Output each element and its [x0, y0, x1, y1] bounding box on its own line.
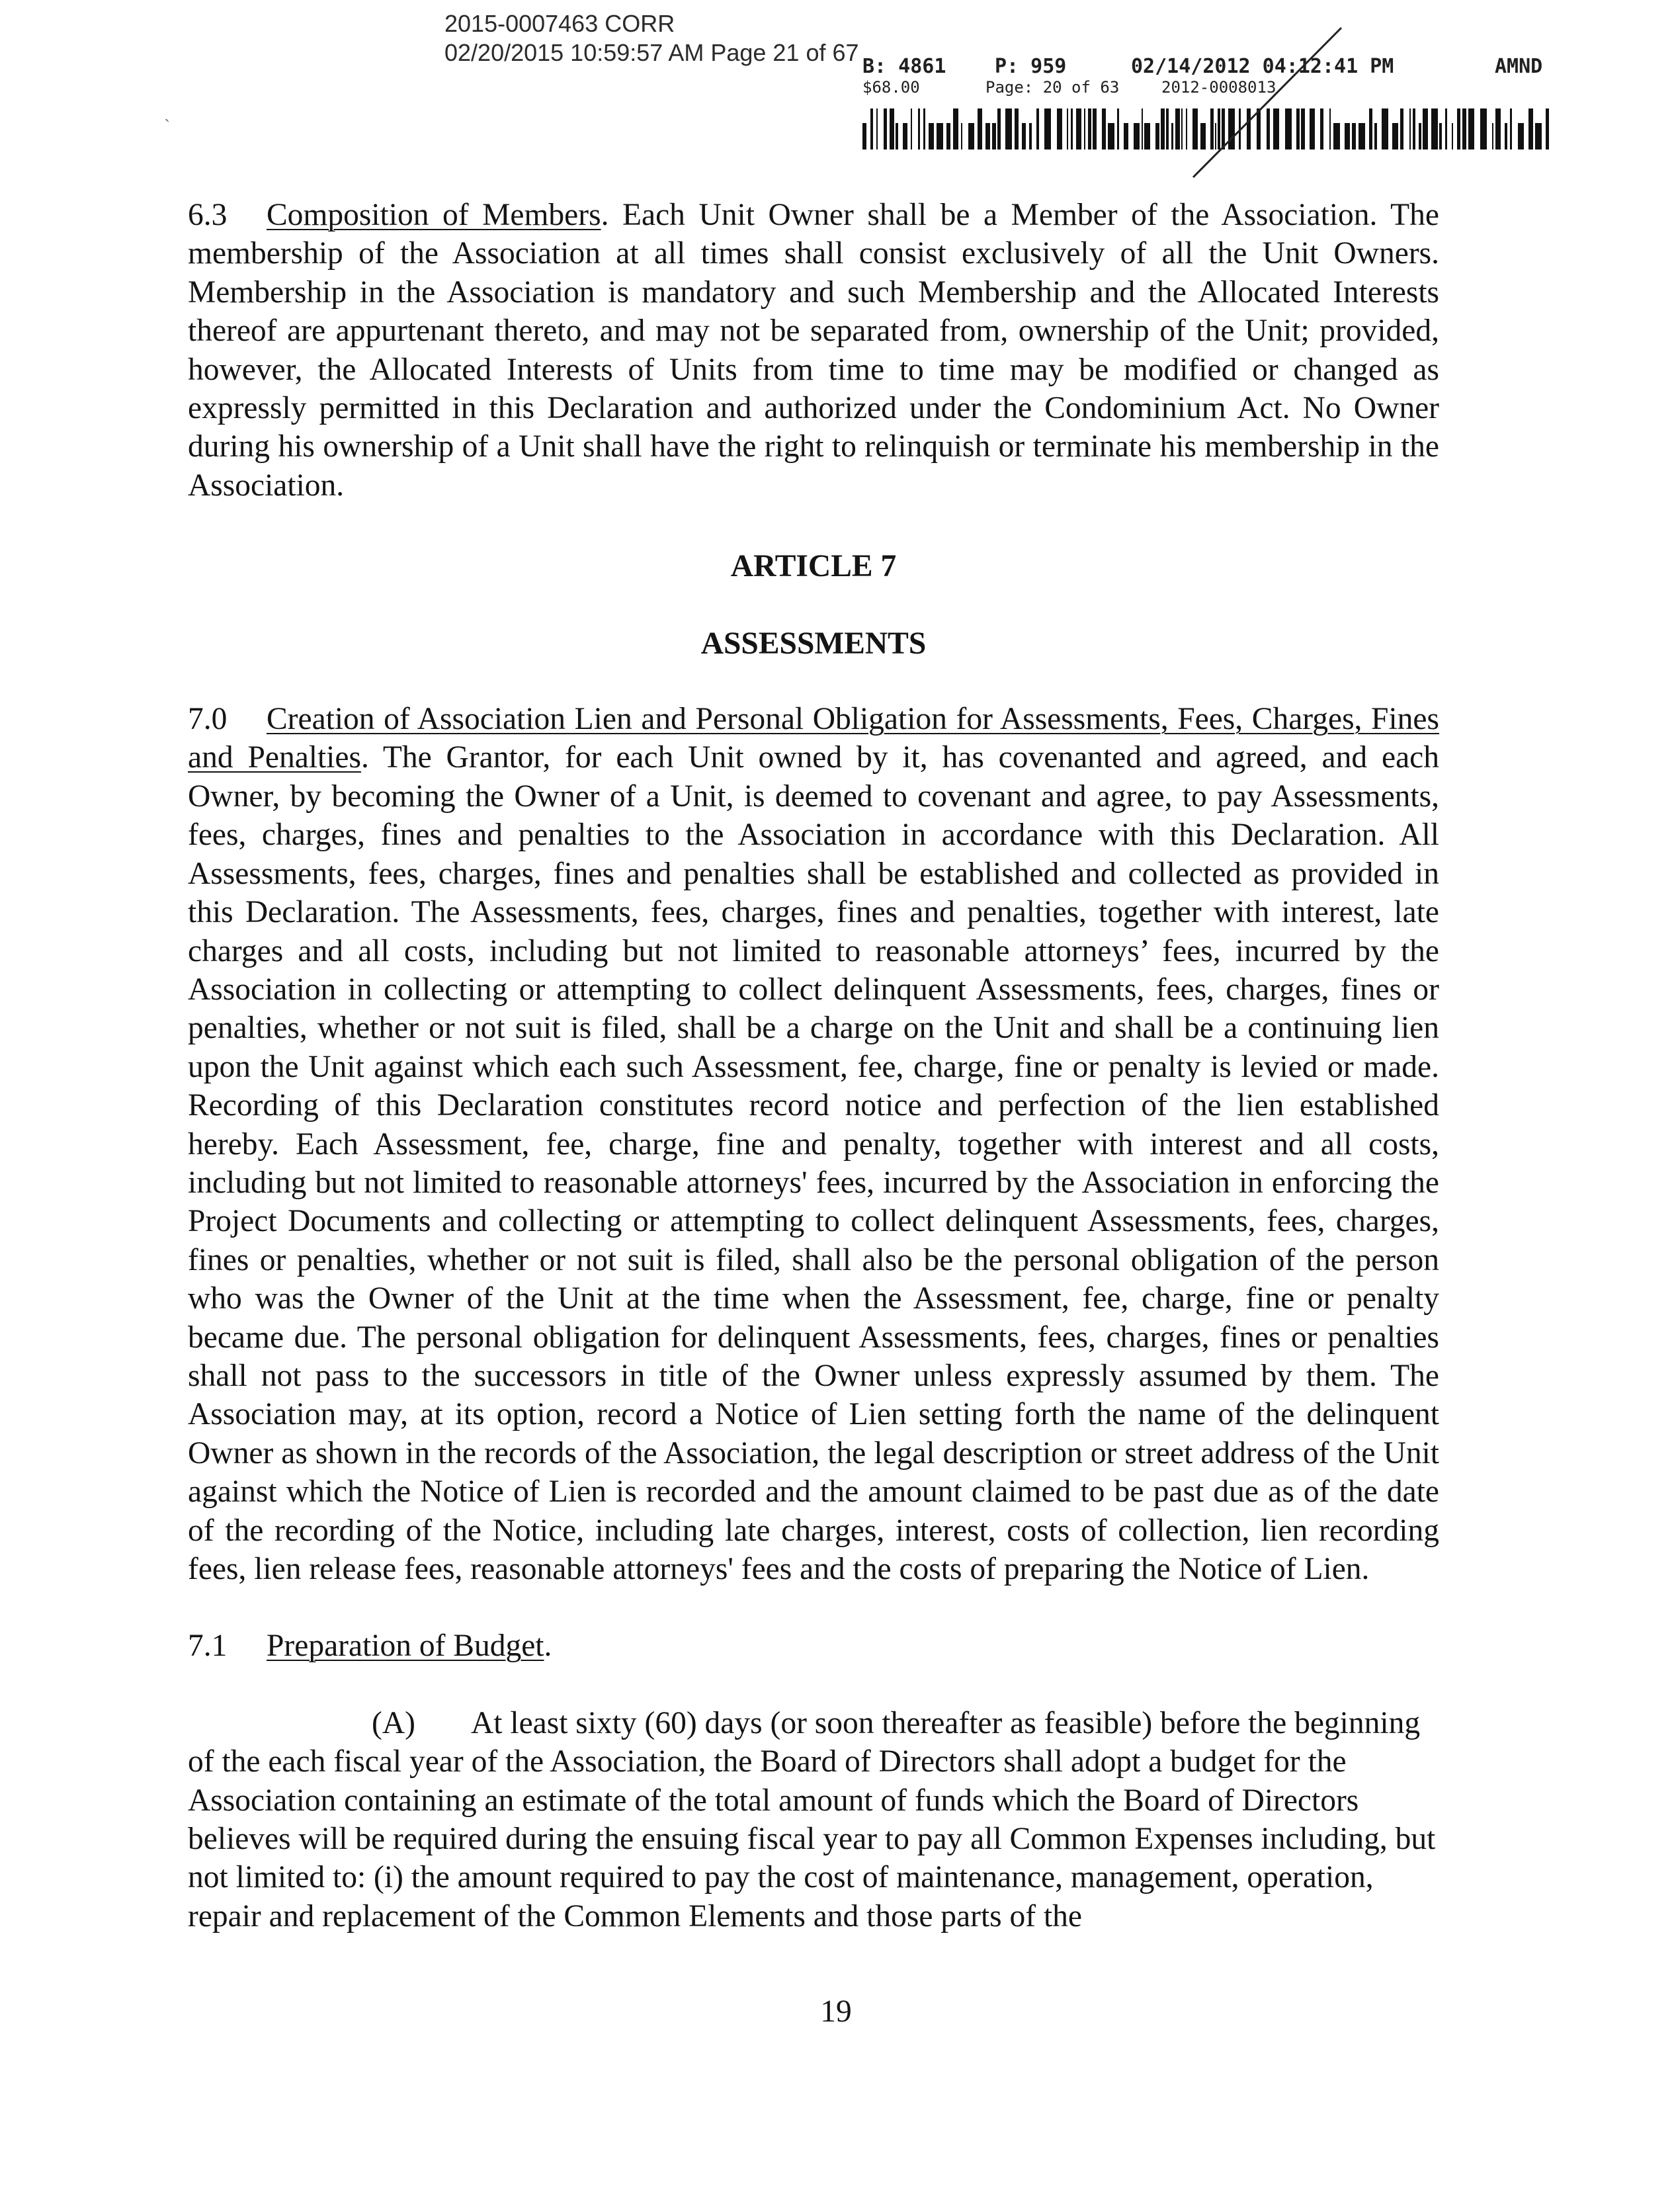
recorder-reception-number: 2012-0008013 [1161, 78, 1276, 97]
subsection-label: (A) [372, 1705, 415, 1740]
section-6-3 [188, 196, 1439, 505]
section-number: 6.3 [188, 198, 228, 232]
section-text: . Each Unit Owner shall be a Member of the Association. The membership of the Association at all times shall consist exclusively of all the Unit Owners. Membership in the Association is mandatory and such Membership and the Allocated Interests thereof are appurtenant thereto, and may not be separated from, ownership of the Unit; provided, however, the Allocated Interests of Units from time to time may be modified or changed as expressly permitted in this Declaration and authorized under the Condominium Act. No Owner during his ownership of a Unit shall have the right to relinquish or terminate his membership in the Association. [188, 198, 1439, 503]
section-7-1-a [188, 1704, 1439, 1936]
section-number: 7.0 [188, 702, 228, 737]
stamp-reception-number: 2015-0007463 CORR [444, 10, 675, 37]
pen-slash-mark [1164, 24, 1376, 183]
section-title-end: . [544, 1629, 552, 1664]
recorder-page-count: Page: 20 of 63 [985, 78, 1120, 97]
correction-stamp [444, 9, 859, 67]
section-number: 7.1 [188, 1629, 228, 1664]
section-title: Creation of Association Lien and Personal Obligation for Assessments, Fees, Charges, Fines and Penalties [188, 702, 1439, 775]
article-label: ARTICLE 7 [730, 549, 897, 584]
recorder-book: B: 4861 [862, 55, 946, 78]
recorder-page: P: 959 [995, 55, 1067, 78]
section-text: . The Grantor, for each Unit owned by it, has covenanted and agreed, and each Owner, by becoming the Owner of a Unit, is deemed to covenant and agree, to pay Assessments, fees, charges, fines and penalties to the Association in accordance with this Declaration. All Assessments, fees, charges, fines and penalties shall be established and collected as provided in this Declaration. The Assessments, fees, charges, fines and penalties, together with interest, late charges and all costs, including but not limited to reasonable attorneys’ fees, incurred by the Association in collecting or attempting to collect delinquent Assessments, fees, charges, fines or penalties, whether or not suit is filed, shall be a charge on the Unit and shall be a continuing lien upon the Unit against which each such Assessment, fee, charge, fine or penalty is levied or made. Recording of this Declaration constitutes record notice and perfection of the lien established hereby. Each Assessment, fee, charge, fine and penalty, together with interest and all costs, including but not limited to reasonable attorneys' fees, incurred by the Association in enforcing the Project Documents and collecting or attempting to collect delinquent Assessments, fees, charges, fines or penalties, whether or not suit is filed, shall also be the personal obligation of the person who was the Owner of the Unit at the time when the Assessment, fee, charge, fine or penalty became due. The personal obligation for delinquent Assessments, fees, charges, fines or penalties shall not pass to the successors in title of the Owner unless expressly assumed by them. The Association may, at its option, record a Notice of Lien setting forth the name of the delinquent Owner as shown in the records of the Association, the legal description or street address of the Unit against which the Notice of Lien is recorded and the amount claimed to be past due as of the date of the recording of the Notice, including late charges, interest, costs of collection, lien recording fees, lien release fees, reasonable attorneys' fees and the costs of preparing the Notice of Lien. [188, 740, 1439, 1586]
recorder-doc-type: AMND [1495, 55, 1543, 78]
document-body [188, 196, 1439, 1936]
section-title: Preparation of Budget [267, 1629, 544, 1664]
section-7-1 [188, 1627, 1439, 1665]
recorder-date: 02/14/2012 04:12:41 PM [1131, 55, 1394, 78]
page-number: 19 [820, 1994, 852, 2029]
recorder-fee: $68.00 [862, 78, 920, 97]
section-7-0 [188, 700, 1439, 1588]
section-title: Composition of Members [267, 198, 601, 232]
stamp-timestamp: 02/20/2015 10:59:57 AM Page 21 of 67 [444, 39, 859, 66]
article-title: ASSESSMENTS [700, 626, 927, 661]
subsection-text: At least sixty (60) days (or soon thereafter as feasible) before the beginning of the each fiscal year of the Association, the Board of Directors shall adopt a budget for the Association containing an estimate of the total amount of funds which the Board of Directors believes will be required during the ensuing fiscal year to pay all Common Expenses including, but not limited to: (i) the amount required to pay the cost of maintenance, management, operation, repair and replacement of the Common Elements and those parts of the [188, 1705, 1436, 1934]
scan-speck: ` [164, 116, 171, 137]
